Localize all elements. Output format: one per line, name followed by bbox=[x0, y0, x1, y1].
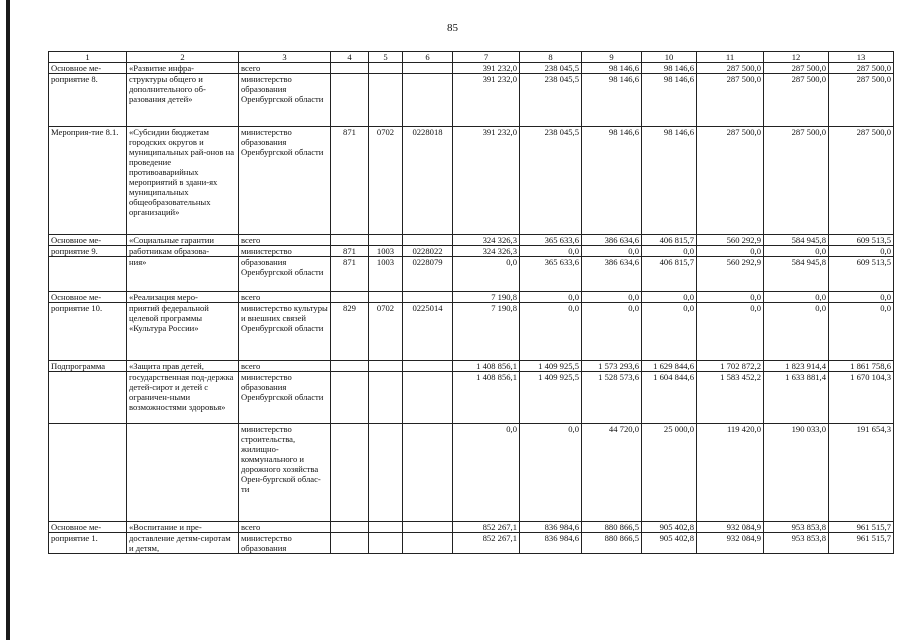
table-cell: 1 604 844,6 bbox=[642, 372, 697, 424]
table-cell: министерство bbox=[239, 246, 331, 257]
table-row bbox=[49, 533, 894, 554]
table-cell bbox=[127, 424, 239, 522]
table-cell: 871 bbox=[331, 246, 369, 257]
table-cell: 932 084,9 bbox=[697, 533, 764, 554]
table-row bbox=[49, 63, 894, 74]
table-cell: образования Оренбургской области bbox=[239, 257, 331, 292]
table-cell: Основное ме- bbox=[49, 235, 127, 246]
table-cell: 287 500,0 bbox=[829, 127, 894, 235]
table-cell: 953 853,8 bbox=[764, 522, 829, 533]
table-cell: «Воспитание и пре- bbox=[127, 522, 239, 533]
table-cell: 0702 bbox=[369, 127, 403, 235]
table-cell: 0,0 bbox=[829, 292, 894, 303]
table-cell bbox=[403, 533, 453, 554]
table-cell: министерство культуры и внешних связей Оренбургской области bbox=[239, 303, 331, 361]
table-cell bbox=[369, 74, 403, 127]
table-cell: 0,0 bbox=[582, 303, 642, 361]
table-cell: 287 500,0 bbox=[829, 74, 894, 127]
table-cell: 98 146,6 bbox=[582, 127, 642, 235]
table-cell: 324 326,3 bbox=[453, 235, 520, 246]
table-cell: 932 084,9 bbox=[697, 522, 764, 533]
table-cell: 191 654,3 bbox=[829, 424, 894, 522]
table-cell: ния» bbox=[127, 257, 239, 292]
table-cell: «Развитие инфра- bbox=[127, 63, 239, 74]
table-cell: 0,0 bbox=[764, 246, 829, 257]
table-cell bbox=[331, 424, 369, 522]
table-cell: 0,0 bbox=[829, 303, 894, 361]
table-cell: 0228079 bbox=[403, 257, 453, 292]
table-cell bbox=[369, 63, 403, 74]
table-cell: 324 326,3 bbox=[453, 246, 520, 257]
table-cell: 0,0 bbox=[520, 246, 582, 257]
table-row bbox=[49, 522, 894, 533]
table-cell: всего bbox=[239, 63, 331, 74]
table-cell: 386 634,6 bbox=[582, 235, 642, 246]
table-cell: доставление детям-сиротам и детям, bbox=[127, 533, 239, 554]
table-cell bbox=[403, 292, 453, 303]
header-cell: 13 bbox=[829, 52, 894, 63]
table-cell: 98 146,6 bbox=[582, 63, 642, 74]
header-cell: 2 bbox=[127, 52, 239, 63]
table-cell: 0,0 bbox=[520, 303, 582, 361]
table-cell: 119 420,0 bbox=[697, 424, 764, 522]
table-cell: 287 500,0 bbox=[764, 63, 829, 74]
table-cell: 287 500,0 bbox=[829, 63, 894, 74]
table-cell: 0,0 bbox=[453, 424, 520, 522]
table-cell: Основное ме- bbox=[49, 292, 127, 303]
table-cell bbox=[369, 292, 403, 303]
table-cell: роприятие 8. bbox=[49, 74, 127, 127]
table-cell: 0702 bbox=[369, 303, 403, 361]
table-cell: 609 513,5 bbox=[829, 235, 894, 246]
table-cell: 238 045,5 bbox=[520, 74, 582, 127]
table-cell: 1 633 881,4 bbox=[764, 372, 829, 424]
table-cell: 7 190,8 bbox=[453, 292, 520, 303]
table-cell bbox=[403, 522, 453, 533]
table-cell bbox=[369, 372, 403, 424]
table-cell: 0,0 bbox=[697, 303, 764, 361]
table-cell: 1 702 872,2 bbox=[697, 361, 764, 372]
table-cell: 905 402,8 bbox=[642, 522, 697, 533]
table-cell: 1 408 856,1 bbox=[453, 361, 520, 372]
table-cell bbox=[331, 235, 369, 246]
table-cell: 0,0 bbox=[642, 303, 697, 361]
budget-table bbox=[48, 51, 894, 554]
table-cell: 1 861 758,6 bbox=[829, 361, 894, 372]
table-cell: 0,0 bbox=[582, 246, 642, 257]
table-cell bbox=[369, 533, 403, 554]
table-cell: 406 815,7 bbox=[642, 235, 697, 246]
table-cell: 98 146,6 bbox=[642, 63, 697, 74]
table-cell: всего bbox=[239, 522, 331, 533]
table-cell: 852 267,1 bbox=[453, 522, 520, 533]
table-cell: 238 045,5 bbox=[520, 127, 582, 235]
table-cell bbox=[403, 74, 453, 127]
table-cell: 560 292,9 bbox=[697, 257, 764, 292]
table-cell bbox=[403, 235, 453, 246]
table-cell: роприятие 10. bbox=[49, 303, 127, 361]
table-cell: 829 bbox=[331, 303, 369, 361]
table-cell: министерство образования Оренбургской области bbox=[239, 372, 331, 424]
table-cell: 1 823 914,4 bbox=[764, 361, 829, 372]
table-cell: Основное ме- bbox=[49, 63, 127, 74]
table-cell: 98 146,6 bbox=[582, 74, 642, 127]
table-cell: 386 634,6 bbox=[582, 257, 642, 292]
table-cell: 880 866,5 bbox=[582, 522, 642, 533]
table-cell bbox=[369, 235, 403, 246]
table-cell: 961 515,7 bbox=[829, 533, 894, 554]
table-cell: 287 500,0 bbox=[764, 127, 829, 235]
table-cell bbox=[369, 361, 403, 372]
table-cell: «Реализация меро- bbox=[127, 292, 239, 303]
table-cell: 25 000,0 bbox=[642, 424, 697, 522]
table-cell: Мероприя-тие 8.1. bbox=[49, 127, 127, 235]
table-cell: 7 190,8 bbox=[453, 303, 520, 361]
table-cell: 0,0 bbox=[642, 246, 697, 257]
table-cell bbox=[331, 361, 369, 372]
table-cell: роприятие 9. bbox=[49, 246, 127, 257]
header-cell: 4 bbox=[331, 52, 369, 63]
scan-edge-bar bbox=[6, 0, 10, 640]
table-cell: 961 515,7 bbox=[829, 522, 894, 533]
table-row bbox=[49, 424, 894, 522]
table-cell: министерство образования Оренбургской области bbox=[239, 74, 331, 127]
table-cell: 1 573 293,6 bbox=[582, 361, 642, 372]
header-cell: 3 bbox=[239, 52, 331, 63]
table-cell: 584 945,8 bbox=[764, 257, 829, 292]
header-cell: 7 bbox=[453, 52, 520, 63]
table-cell: «Субсидии бюджетам городских округов и муниципальных рай-онов на проведение противоаварийных мероприятий в здани-ях муниципальных общеобразовательных организаций» bbox=[127, 127, 239, 235]
table-cell: 1 528 573,6 bbox=[582, 372, 642, 424]
table-cell bbox=[403, 63, 453, 74]
table-cell bbox=[331, 74, 369, 127]
table-cell: 287 500,0 bbox=[697, 74, 764, 127]
header-cell: 8 bbox=[520, 52, 582, 63]
header-cell: 1 bbox=[49, 52, 127, 63]
header-row bbox=[49, 52, 894, 63]
table-cell bbox=[403, 361, 453, 372]
table-cell bbox=[331, 533, 369, 554]
table-cell bbox=[403, 424, 453, 522]
table-cell: 1 408 856,1 bbox=[453, 372, 520, 424]
table-row bbox=[49, 372, 894, 424]
table-cell: 391 232,0 bbox=[453, 63, 520, 74]
table-cell: 0,0 bbox=[697, 292, 764, 303]
table-cell: 0,0 bbox=[764, 303, 829, 361]
table-row bbox=[49, 257, 894, 292]
table-cell: министерство образования bbox=[239, 533, 331, 554]
table-cell: всего bbox=[239, 235, 331, 246]
table-cell: 1 583 452,2 bbox=[697, 372, 764, 424]
table-cell: 44 720,0 bbox=[582, 424, 642, 522]
table-cell: 0,0 bbox=[642, 292, 697, 303]
table-row bbox=[49, 235, 894, 246]
table-cell: Основное ме- bbox=[49, 522, 127, 533]
table-cell bbox=[369, 522, 403, 533]
table-cell: 836 984,6 bbox=[520, 522, 582, 533]
table-cell: 953 853,8 bbox=[764, 533, 829, 554]
table-cell: 98 146,6 bbox=[642, 127, 697, 235]
table-cell bbox=[331, 372, 369, 424]
table-cell: 905 402,8 bbox=[642, 533, 697, 554]
table-cell: 852 267,1 bbox=[453, 533, 520, 554]
table-cell: 871 bbox=[331, 127, 369, 235]
table-cell: 609 513,5 bbox=[829, 257, 894, 292]
table-cell: 0,0 bbox=[520, 424, 582, 522]
table-cell: 391 232,0 bbox=[453, 74, 520, 127]
table-cell: 238 045,5 bbox=[520, 63, 582, 74]
header-cell: 12 bbox=[764, 52, 829, 63]
table-cell: 365 633,6 bbox=[520, 257, 582, 292]
header-cell: 11 bbox=[697, 52, 764, 63]
table-cell: всего bbox=[239, 292, 331, 303]
table-cell: 1 629 844,6 bbox=[642, 361, 697, 372]
header-cell: 6 bbox=[403, 52, 453, 63]
table-cell bbox=[403, 372, 453, 424]
header-cell: 10 bbox=[642, 52, 697, 63]
table-cell: всего bbox=[239, 361, 331, 372]
table-cell: министерство образования Оренбургской области bbox=[239, 127, 331, 235]
table-cell: государственная под-держка детей-сирот и детей с ограничен-ными возможностями здоровья» bbox=[127, 372, 239, 424]
table-cell bbox=[49, 257, 127, 292]
table-cell: министерство строительства, жилищно-коммунального и дорожного хозяйства Орен-бургской облас-ти bbox=[239, 424, 331, 522]
table-cell bbox=[331, 63, 369, 74]
table-cell: 880 866,5 bbox=[582, 533, 642, 554]
table-cell: 365 633,6 bbox=[520, 235, 582, 246]
table-cell: 0,0 bbox=[697, 246, 764, 257]
table-cell bbox=[49, 372, 127, 424]
table-row bbox=[49, 303, 894, 361]
table-cell: 0228022 bbox=[403, 246, 453, 257]
table-cell: 0,0 bbox=[829, 246, 894, 257]
table-cell: 0225014 bbox=[403, 303, 453, 361]
table-cell bbox=[49, 424, 127, 522]
table-row bbox=[49, 127, 894, 235]
table-cell: 98 146,6 bbox=[642, 74, 697, 127]
table-cell: Подпрограмма bbox=[49, 361, 127, 372]
table-cell: роприятие 1. bbox=[49, 533, 127, 554]
table-cell: работникам образова- bbox=[127, 246, 239, 257]
table-cell: 406 815,7 bbox=[642, 257, 697, 292]
table-cell: «Защита прав детей, bbox=[127, 361, 239, 372]
table-cell: 1 409 925,5 bbox=[520, 372, 582, 424]
table-cell: 0228018 bbox=[403, 127, 453, 235]
table-cell: 836 984,6 bbox=[520, 533, 582, 554]
table-cell: «Социальные гарантии bbox=[127, 235, 239, 246]
table-cell: 1 409 925,5 bbox=[520, 361, 582, 372]
table-cell: 560 292,9 bbox=[697, 235, 764, 246]
table-cell: 287 500,0 bbox=[697, 127, 764, 235]
page-number: 85 bbox=[447, 22, 458, 34]
table-cell: 584 945,8 bbox=[764, 235, 829, 246]
table-cell bbox=[331, 292, 369, 303]
table-cell bbox=[331, 522, 369, 533]
table-cell: структуры общего и дополнительного об-разования детей» bbox=[127, 74, 239, 127]
table-cell: 287 500,0 bbox=[764, 74, 829, 127]
table-cell: 0,0 bbox=[764, 292, 829, 303]
table-row bbox=[49, 74, 894, 127]
table-cell: 1003 bbox=[369, 257, 403, 292]
table-cell: 0,0 bbox=[582, 292, 642, 303]
table-cell: 1003 bbox=[369, 246, 403, 257]
table-row bbox=[49, 292, 894, 303]
table-row bbox=[49, 246, 894, 257]
table-cell: 871 bbox=[331, 257, 369, 292]
table-cell: 190 033,0 bbox=[764, 424, 829, 522]
table-cell: приятий федеральной целевой программы «Культура России» bbox=[127, 303, 239, 361]
table-cell: 0,0 bbox=[520, 292, 582, 303]
header-cell: 9 bbox=[582, 52, 642, 63]
table-row bbox=[49, 361, 894, 372]
table-cell: 391 232,0 bbox=[453, 127, 520, 235]
table-cell: 1 670 104,3 bbox=[829, 372, 894, 424]
table-cell: 0,0 bbox=[453, 257, 520, 292]
header-cell: 5 bbox=[369, 52, 403, 63]
table-cell: 287 500,0 bbox=[697, 63, 764, 74]
table-cell bbox=[369, 424, 403, 522]
